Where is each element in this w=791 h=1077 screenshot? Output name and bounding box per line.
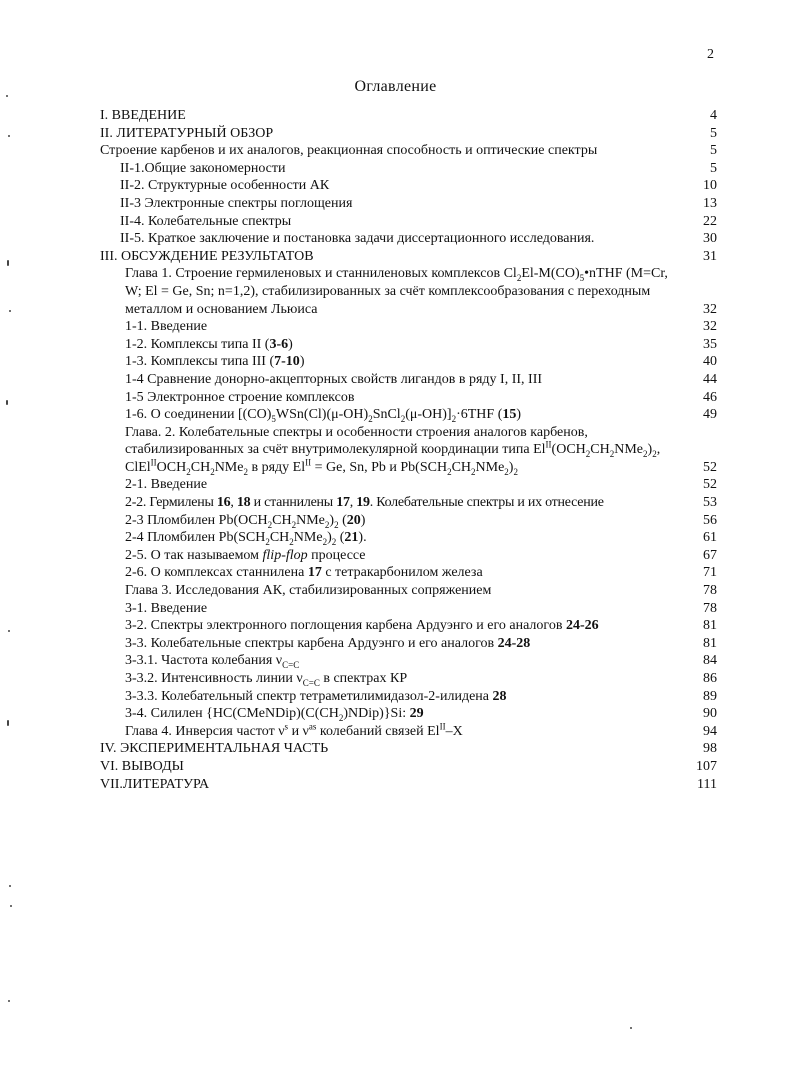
toc-entry [100,547,717,565]
toc-entry-text: Глава 3. Исследования АК, стабилизированных сопряжением [125,583,492,599]
toc-entry-page: 78 [703,583,717,599]
toc-entry [100,776,717,794]
toc-entry-page: 49 [703,407,717,423]
toc-entry-page: 84 [703,653,717,669]
toc-entry [100,705,717,723]
toc-entry [100,617,717,635]
toc-entry-page: 46 [703,389,717,405]
toc-entry-text: II-1.Общие закономерности [120,160,286,176]
toc-entry-page: 53 [703,495,717,511]
toc-entry-page: 5 [710,143,717,159]
scan-speck [630,1027,632,1029]
page-number: 2 [707,47,714,62]
toc-entry [100,600,717,618]
toc-entry [100,406,717,424]
toc-entry-text: 3-3.2. Интенсивность линии $\nu_{C=C}$ в спектрах КР [125,671,408,688]
toc-entry [100,195,717,213]
toc-entry [100,336,717,354]
toc-entry-text: 3-3.3. Колебательный спектр тетраметилимидазол-2-илидена 28 [125,688,507,704]
toc-entry-page: 90 [703,706,717,722]
toc-entry-text: 3-1. Введение [125,600,208,616]
toc-entry [100,582,717,600]
toc-entry-page: 52 [703,477,717,493]
toc-entry-page: 40 [703,354,717,370]
toc-entry [100,723,717,741]
toc-entry-page: 31 [703,248,717,264]
scan-speck [8,630,10,632]
toc-entry-page: 13 [703,195,717,211]
toc-entry-text: Глава 4. Инверсия частот $\nu^s$ и $\nu^{as}$ колебаний связей $El^{II}-X$ [125,721,463,739]
toc-entry-page: 52 [703,459,717,475]
toc-entry-page: 4 [710,108,717,123]
table-of-contents [100,107,717,793]
toc-entry-text: II. ЛИТЕРАТУРНЫЙ ОБЗОР [100,125,274,141]
toc-entry-text: 2-5. О так называемом flip-flop процессе [125,547,366,563]
toc-entry [100,758,717,776]
toc-entry-text: 1-3. Комплексы типа III (7-10) [125,354,305,370]
page-title: Оглавление [354,78,437,95]
toc-entry [100,371,717,389]
toc-entry-text: II-4. Колебательные спектры [120,213,292,229]
toc-entry-text: IV. ЭКСПЕРИМЕНТАЛЬНАЯ ЧАСТЬ [100,741,329,757]
toc-entry-page: 30 [703,231,717,247]
toc-entry-text: 1-2. Комплексы типа II (3-6) [125,336,293,352]
toc-entry-page: 81 [703,618,717,634]
toc-entry-page: 61 [703,530,717,546]
toc-entry [100,635,717,653]
toc-entry [100,318,717,336]
toc-entry-text: II-2. Структурные особенности АК [120,178,330,194]
toc-entry-page: 94 [703,723,717,739]
toc-entry-page: 107 [696,758,717,774]
toc-entry-text: 1-1. Введение [125,319,208,335]
toc-entry-text: 1-5 Электронное строение комплексов [125,389,355,405]
toc-entry [100,265,717,318]
toc-entry-text: 2-1. Введение [125,477,208,493]
scan-speck [10,905,12,907]
toc-entry-text: I. ВВЕДЕНИЕ [100,108,186,123]
toc-entry-page: 81 [703,635,717,651]
toc-entry [100,142,717,160]
toc-entry [100,230,717,248]
toc-entry-text: II-3 Электронные спектры поглощения [120,195,353,211]
toc-entry-text: VII.ЛИТЕРАТУРА [100,776,210,792]
scan-speck [8,135,10,137]
toc-entry-page: 32 [703,319,717,335]
toc-entry-text: Глава. 2. Колебательные спектры и особенности строения аналогов карбенов, стабилизированных за счёт внутримолекулярной координации типа $El^{II}(OCH_2CH_2NMe_2)_2$, $ClEl^{II}OCH_2CH_2NMe_2$ в ряду $El^{II} = Ge$, Sn, Pb и $Pb(SCH_2CH_2NMe_2)_2$ [125,424,661,477]
scan-speck [9,310,11,312]
toc-entry-page: 22 [703,213,717,229]
toc-entry-page: 5 [710,160,717,176]
toc-entry [100,529,717,547]
toc-entry-page: 10 [703,178,717,194]
toc-entry [100,512,717,530]
toc-entry-page: 78 [703,600,717,616]
toc-entry [100,740,717,758]
toc-entry-text: 3-3. Колебательные спектры карбена Ардуэнго и его аналогов 24-28 [125,635,531,651]
toc-entry-text: 3-2. Спектры электронного поглощения карбена Ардуэнго и его аналогов 24-26 [125,618,599,634]
toc-entry [100,494,717,512]
scan-speck [6,95,8,97]
toc-entry-page: 32 [703,301,717,317]
toc-entry-text: 2-2. Гермилены 16, 18 и станнилены 17, 19. Колебательные спектры и их отнесение [125,495,604,511]
toc-entry-text: II-5. Краткое заключение и постановка задачи диссертационного исследования. [120,231,595,247]
toc-entry-page: 67 [703,547,717,563]
toc-entry-text: Глава 1. Строение гермиленовых и станниленовых комплексов $Cl_2El-M(CO)_5•nTHF$ (M=Cr, W; El = Ge, Sn; n=1,2), стабилизированных за счёт комплексообразования с переходным металлом и основанием Льюиса [125,266,668,317]
toc-entry [100,564,717,582]
toc-entry-text: 3-3.1. Частота колебания $\nu_{C=C}$ [125,653,300,671]
toc-entry [100,652,717,670]
scan-speck [9,885,11,887]
toc-entry-page: 5 [710,125,717,141]
toc-entry-text: 2-6. О комплексах станнилена 17 с тетракарбонилом железа [125,565,483,581]
toc-entry-page: 86 [703,671,717,686]
toc-entry [100,107,717,125]
toc-entry-page: 71 [703,565,717,581]
toc-entry-text: 2-4 Пломбилен $Pb(SCH_2CH_2NMe_2)_2$ (21). [125,530,367,548]
toc-entry-text: 1-6. О соединении $[(CO)_5WSn(Cl)(\mu-OH)_2SnCl_2(\mu-OH)]_2\cdot 6THF$ (15) [125,407,522,424]
toc-entry [100,389,717,407]
toc-entry [100,353,717,371]
toc-entry [100,424,717,477]
toc-entry [100,688,717,706]
toc-entry [100,248,717,266]
toc-entry-text: 1-4 Сравнение донорно-акцепторных свойств лигандов в ряду I, II, III [125,371,543,387]
toc-entry-page: 56 [703,512,717,528]
toc-entry-page: 89 [703,688,717,704]
toc-entry [100,160,717,178]
toc-entry-text: 2-3 Пломбилен $Pb(OCH_2CH_2NMe_2)_2$ (20) [125,512,366,530]
toc-entry-text: 3-4. Силилен $\{HC(CMeNDip)(C(CH_2)NDip)\}Si$: 29 [125,706,424,723]
toc-entry-page: 98 [703,741,717,757]
scan-speck [6,400,8,405]
scan-speck [7,260,9,266]
toc-entry [100,177,717,195]
scan-speck [7,720,9,726]
toc-entry [100,213,717,231]
scan-speck [8,1000,10,1002]
toc-entry [100,670,717,688]
toc-entry-text: III. ОБСУЖДЕНИЕ РЕЗУЛЬТАТОВ [100,248,314,264]
toc-entry-page: 35 [703,336,717,352]
toc-entry [100,476,717,494]
toc-entry-text: Строение карбенов и их аналогов, реакционная способность и оптические спектры [100,143,598,159]
toc-entry-text: VI. ВЫВОДЫ [100,758,184,774]
toc-entry [100,125,717,143]
toc-entry-page: 111 [697,776,717,792]
toc-entry-page: 44 [703,371,717,387]
